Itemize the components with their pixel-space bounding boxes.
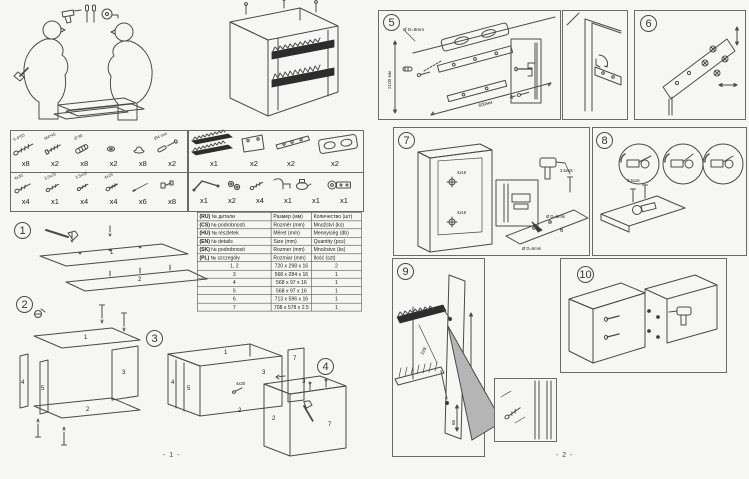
part-label: 2: [238, 408, 242, 414]
hinge-mount-mark: [447, 177, 457, 227]
hardware-row2-icons: [11, 170, 187, 196]
cell: 1: [311, 278, 361, 286]
hardware-box-divider: [10, 172, 188, 173]
part-label: 4: [21, 380, 25, 386]
part-label: 3: [302, 379, 306, 385]
lang-code: (CS): [199, 221, 210, 228]
qty-label: x1: [50, 197, 59, 206]
drip-tray-icon: [318, 134, 358, 154]
machine-screw-icon: [45, 143, 61, 154]
step-number-text: 4: [322, 360, 329, 373]
col-label: № podrobnosti: [211, 246, 245, 253]
cell: 1: [311, 295, 361, 303]
part-label: 1: [84, 335, 88, 341]
screw-size-label: 3.5x16: [560, 168, 573, 173]
part-label: 6: [560, 228, 564, 234]
width-dim-label: 600мм: [477, 99, 493, 108]
qty-label: x1: [210, 159, 218, 168]
step-number-text: 3: [151, 332, 158, 345]
step-number-text: 5: [388, 16, 395, 29]
hardware-box-divider: [188, 172, 364, 173]
qty-label: x8: [21, 159, 30, 168]
fittings-row1-icons: [190, 132, 362, 158]
col-label: Количество (шт): [311, 212, 361, 220]
step-4-diagram: [250, 350, 370, 472]
part-label: 5: [187, 386, 191, 392]
rail-hook-icon: [595, 55, 621, 85]
qty-label: x2: [287, 159, 295, 168]
lang-code: (SK): [199, 246, 210, 253]
hammer-icon: [46, 230, 78, 240]
col-label: Rozmer (mm): [271, 245, 311, 253]
screw-size-label: 4x16: [457, 210, 467, 215]
bolt-icon: [604, 310, 659, 340]
screw-icon: [77, 183, 89, 191]
hinge-detail-circle: [663, 144, 703, 184]
qty-label: x8: [80, 159, 89, 168]
lang-code: (PL): [199, 254, 210, 261]
washer-icon: [228, 181, 239, 189]
nail-icon: [133, 183, 147, 191]
part-label: 7: [328, 422, 332, 428]
lang-code: (EN): [199, 238, 210, 245]
col-label: Méret (mm): [271, 229, 311, 237]
part-label: 7: [293, 356, 297, 362]
cell: 1: [311, 270, 361, 278]
cell: 568 x 97 x 16: [271, 278, 311, 286]
hinge-assembly-icon: [297, 180, 312, 190]
exploded-cabinet-view: [188, 0, 363, 126]
step-2-diagram: [8, 290, 158, 472]
people-illustration: [6, 2, 184, 126]
cam-bolt-icon: [161, 181, 173, 188]
cell: 3: [197, 270, 271, 278]
part-label: 4: [171, 380, 175, 386]
part-label: 2: [138, 277, 142, 283]
cell: 1: [311, 303, 361, 311]
qty-label: x8: [138, 159, 147, 168]
qty-label: x2: [50, 159, 59, 168]
step-8-diagram: [593, 128, 746, 255]
screw-detail-diagram: [495, 379, 556, 441]
boards-stack: [54, 98, 144, 119]
dowel-icon: [75, 144, 89, 154]
part-label: 3: [262, 370, 266, 376]
size-label: M4*45: [43, 131, 57, 141]
hinge-icon: [328, 181, 351, 189]
step-number-text: 6: [645, 17, 652, 30]
step-number-text: 10: [579, 268, 592, 281]
screw-size-label: 4x16: [457, 170, 467, 175]
height-dim-label: 2100 мм: [387, 71, 392, 89]
step-number-text: 9: [402, 265, 409, 278]
qty-label: x2: [168, 159, 177, 168]
col-label: № детали: [211, 213, 235, 220]
adjust-screw-icon: [702, 46, 728, 76]
qty-label: x2: [331, 159, 339, 168]
qty-label: x4: [109, 197, 118, 206]
cell: 2: [311, 262, 361, 270]
cover-cap-icon: [134, 147, 144, 153]
qty-label: x4: [80, 197, 89, 206]
size-label: 4x16: [103, 171, 114, 180]
hanging-detail-diagram: [563, 11, 627, 119]
size-label: 3.5x25: [43, 171, 57, 181]
qty-label: x4: [21, 197, 30, 206]
dish-rack-icon: [192, 130, 232, 155]
step-4-number: [317, 358, 334, 375]
upper-rack: [272, 38, 334, 59]
screw-icon: [250, 181, 264, 190]
size-label: 8*30: [73, 132, 84, 141]
qty-label: x2: [109, 159, 118, 168]
step-10-number: [577, 266, 594, 283]
col-label: Ilość (szt): [311, 253, 361, 261]
page-2-number: - 2 -: [556, 452, 574, 459]
step-1-number: [14, 222, 31, 239]
screw-size-label: 3.5x16: [627, 178, 640, 183]
screw-icon: [46, 183, 60, 192]
step-9-number: [397, 263, 414, 280]
step-number-text: 1: [19, 224, 26, 237]
lower-rail-icon: [447, 80, 507, 101]
lang-code: (RU): [199, 213, 211, 220]
size-label: 4x30: [13, 172, 24, 181]
col-label: № podrobnosti: [211, 221, 245, 228]
fittings-row1-quantities: [190, 159, 362, 168]
qty-label: x8: [168, 197, 177, 206]
size-label: Ø4 mm: [153, 130, 168, 141]
col-label: Rozměr (mm): [271, 221, 311, 229]
table-row: [197, 278, 361, 286]
lang-code: (HU): [199, 229, 211, 236]
size-label: 6.4*50: [12, 132, 26, 142]
parts-table: [197, 212, 362, 311]
col-label: Size (mm): [271, 237, 311, 245]
wall-plug-icon: [403, 61, 441, 77]
col-label: № details: [211, 238, 233, 245]
col-label: № szczegóły: [210, 254, 240, 261]
step-7-number: [398, 132, 415, 149]
lower-rack: [272, 65, 334, 87]
table-row: [197, 262, 361, 270]
qty-label: x4: [256, 196, 264, 205]
cell: 708 x 578 x 2.5: [271, 303, 311, 311]
part-label: 2: [86, 407, 90, 413]
screwdriver-icon: [86, 5, 96, 22]
wood-screw-icon: [13, 142, 34, 155]
cell: 713 x 596 x 16: [271, 295, 311, 303]
step-6-number: [640, 15, 657, 32]
cell: 720 x 298 x 16: [271, 262, 311, 270]
screw-icon: [14, 182, 31, 193]
hardware-row1-quantities: [11, 159, 187, 168]
rail-icon: [276, 136, 310, 149]
pin-screw-icon: [157, 139, 178, 152]
part-label: 2: [272, 416, 276, 422]
drill-icon: [669, 307, 691, 325]
rod-icon: [193, 181, 219, 191]
qty-label: x1: [284, 196, 292, 205]
bracket-icon: [242, 135, 264, 152]
cell: 568 x 284 x 16: [271, 270, 311, 278]
step-8-number: [596, 132, 613, 149]
step-3-number: [146, 330, 163, 347]
size-label: 3.5x16: [74, 170, 88, 180]
table-row: [197, 286, 361, 294]
hardware-row2-quantities: [11, 197, 187, 206]
cell: 1, 2: [197, 262, 271, 270]
drill-diameter-label: Ø D=5mm: [522, 246, 542, 251]
drill-diameter-label: Ø D=8mm: [403, 27, 425, 32]
part-label: 1: [110, 250, 114, 256]
qty-label: x1: [200, 196, 208, 205]
qty-label: x2: [250, 159, 258, 168]
col-label: № részletek: [211, 229, 239, 236]
page-1-number: - 1 -: [163, 452, 181, 459]
step-5-diagram: [379, 11, 560, 119]
cell: 6: [197, 295, 271, 303]
cell: 5: [197, 286, 271, 294]
cell: 568 x 97 x 16: [271, 286, 311, 294]
hinge-plate-detail-box: [496, 180, 538, 226]
col-label: Množstvo (ks): [311, 245, 361, 253]
step-number-text: 8: [601, 134, 608, 147]
fittings-row2-quantities: [190, 196, 362, 205]
screw-icon: [504, 406, 521, 419]
step-number-text: 2: [21, 298, 28, 311]
part-label: 5: [41, 386, 45, 392]
step-2-number: [16, 296, 33, 313]
dim-label-228: 228: [419, 346, 428, 356]
table-row: [197, 270, 361, 278]
screw-size-label: 4x30: [236, 381, 246, 386]
cell: 1: [311, 286, 361, 294]
wire-holder-icon: [274, 179, 290, 189]
drill-diameter-label: Ø D=5mm: [546, 214, 566, 219]
rail-section-detail: [515, 43, 537, 99]
col-label: Quantity (pcs): [311, 237, 361, 245]
col-label: Размер (мм): [271, 212, 311, 220]
cell: 4: [197, 278, 271, 286]
table-row: [197, 295, 361, 303]
hammer-icon: [14, 68, 28, 81]
hammer-icon: [298, 399, 320, 421]
step-5-number: [383, 14, 400, 31]
oval-cover-icon: [107, 147, 114, 151]
part-label: 1: [224, 350, 228, 356]
step-number-text: 7: [403, 134, 410, 147]
screw-icon: [105, 183, 118, 192]
hinge-detail-circle: [703, 144, 743, 184]
part-label: 3: [122, 370, 126, 376]
col-label: Rozmiar (mm): [271, 253, 311, 261]
col-label: Mennyiség (db): [311, 229, 361, 237]
fittings-row2-icons: [190, 175, 362, 195]
col-label: Množství (ks): [311, 221, 361, 229]
tools-icons: [62, 5, 118, 23]
left-figure: [14, 21, 68, 119]
tape-measure-icon: [102, 9, 118, 19]
table-row: [197, 303, 361, 311]
cell: 7: [197, 303, 271, 311]
qty-label: x2: [228, 196, 236, 205]
drill-icon: [62, 10, 81, 23]
dim-label-65: 65: [451, 419, 456, 425]
qty-label: x6: [138, 197, 147, 206]
qty-label: x1: [340, 196, 348, 205]
parts-table-wrap: [197, 212, 367, 322]
hardware-row1-icons: [11, 130, 187, 158]
step-7-diagram: [394, 128, 589, 255]
qty-label: x1: [312, 196, 320, 205]
